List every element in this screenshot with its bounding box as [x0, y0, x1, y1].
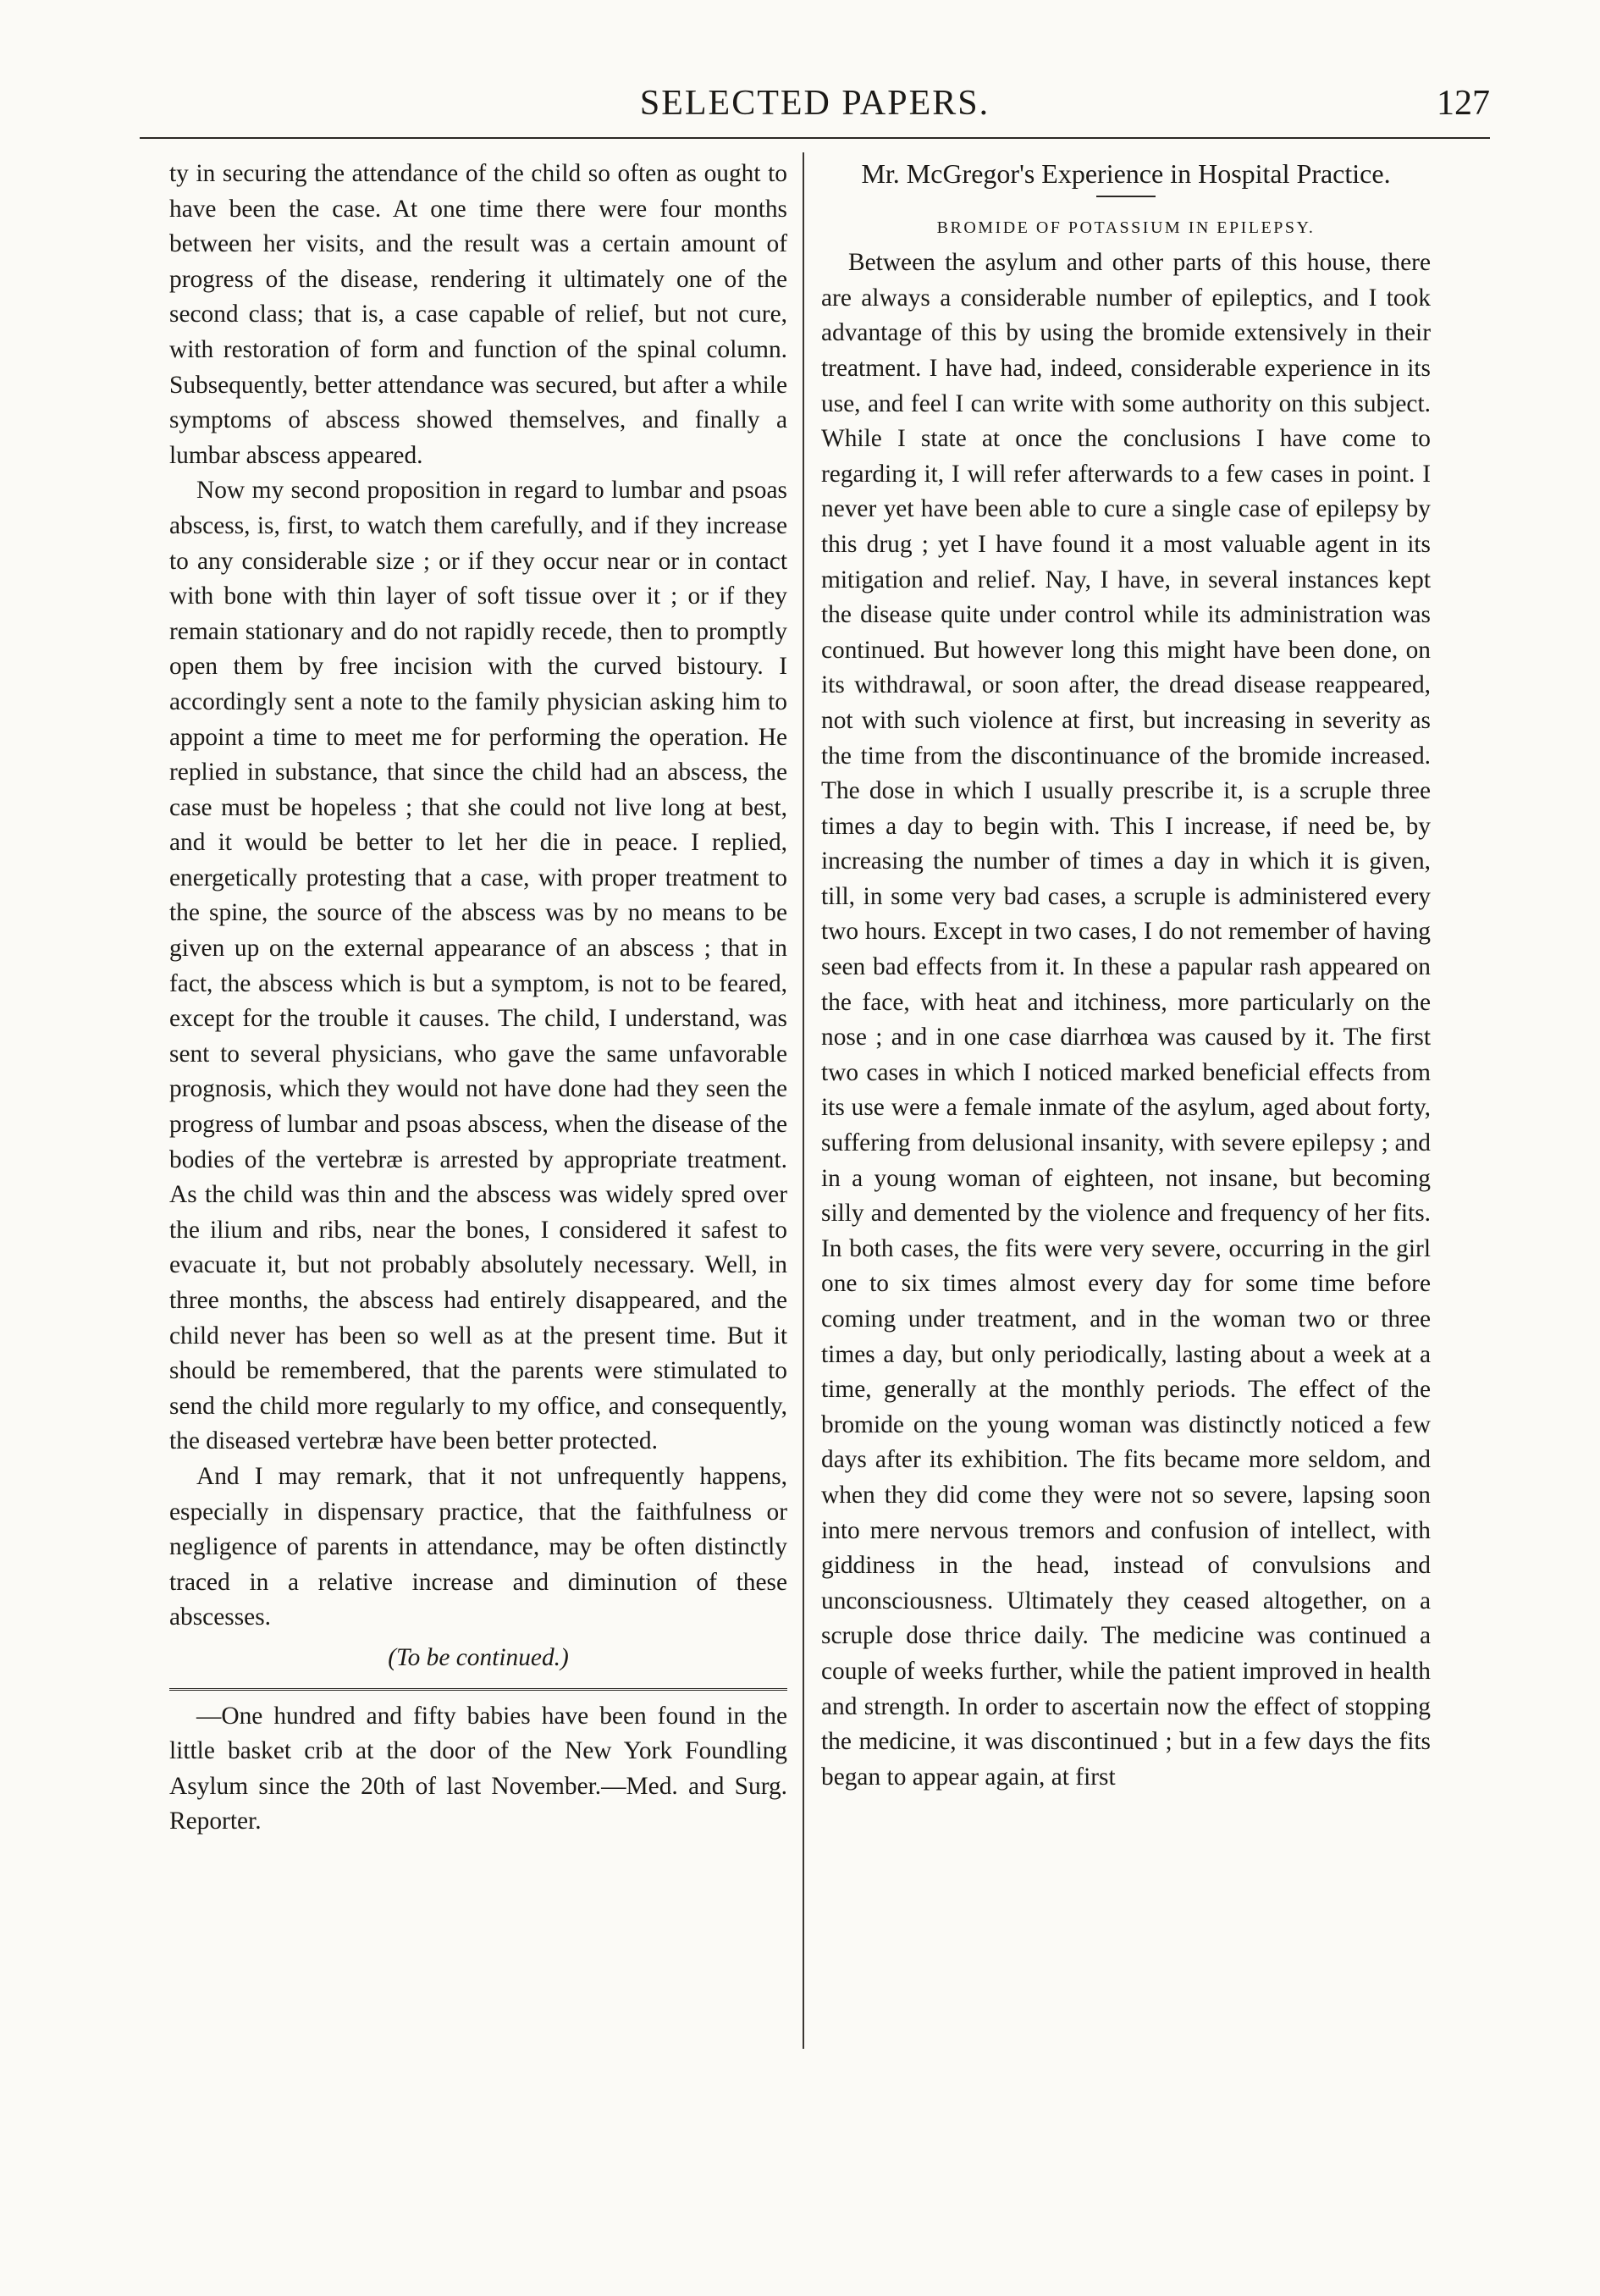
news-item: —One hundred and fifty babies have been found in the little basket crib at the door of the New York Foundling Asylum since the 20th of last November.—Med. and Surg. Reporter.: [169, 1702, 787, 1835]
left-paragraph-1: ty in securing the attendance of the child so often as ought to have been the case. At one time there were four months between her visits, and the result was a certain amount of progress of the disease, rendering it ultimately one of the second class; that is, a case capable of relief, but not cure, with restoration of form and function of the spinal column. Subsequently, better attendance was secured, but after a while symptoms of abscess showed themselves, and finally a lumbar abscess appeared.: [169, 160, 787, 469]
title-rule: [1096, 196, 1156, 197]
continued-note: (To be continued.): [388, 1643, 569, 1671]
left-column: [169, 157, 787, 1840]
section-rule: [169, 1688, 787, 1691]
running-head: [140, 83, 1490, 127]
page-number: 127: [1437, 84, 1490, 123]
column-divider: [803, 152, 804, 2049]
right-column: [821, 157, 1431, 1795]
header-rule: [140, 137, 1490, 139]
article-subheading: BROMIDE OF POTASSIUM IN EPILEPSY.: [936, 218, 1316, 237]
left-paragraph-2: Now my second proposition in regard to lumbar and psoas abscess, is, first, to watch them carefully, and if they increase to any considerable size ; or if they occur near or in contact with bone with thin layer of soft tissue over it ; or if they remain stationary and do not rapidly recede, then to promptly open them by free incision with the curved bistoury. I accordingly sent a note to the family physician asking him to appoint a time to meet me for performing the operation. He replied in substance, that since the child had an abscess, the case must be hopeless ; that she could not live long at best, and it would be better to let her die in peace. I replied, energetically protesting that a case, with proper treatment to the spine, the source of the abscess was by no means to be given up on the external appearance of an abscess ; that in fact, the abscess which is but a symptom, is not to be feared, except for the trouble it causes. The child, I understand, was sent to several physicians, who gave the same unfavorable prognosis, which they would not have done had they seen the progress of lumbar and psoas abscess, when the disease of the bodies of the vertebræ is arrested by appropriate treatment. As the child was thin and the abscess was widely spred over the ilium and ribs, near the bones, I considered it safest to evacuate it, but not probably absolutely necessary. Well, in three months, the abscess had entirely disappeared, and the child never has been so well as at the present time. But it should be remembered, that the parents were stimulated to send the child more regularly to my office, and consequently, the diseased vertebræ have been better protected.: [169, 477, 787, 1455]
left-paragraph-3: And I may remark, that it not unfrequently happens, especially in dispensary practice, that the faithfulness or negligence of parents in attendance, may be often distinctly traced in a relative increase and diminution of these abscesses.: [169, 1462, 787, 1631]
running-title: SELECTED PAPERS.: [639, 84, 990, 123]
article-title: Mr. McGregor's Experience in Hospital Practice.: [861, 158, 1391, 189]
right-paragraph-1: Between the asylum and other parts of this house, there are always a considerable number of epileptics, and I took advantage of this by using the bromide extensively in their treatment. I have had, indeed, considerable experience in its use, and feel I can write with some authority on this subject. While I state at once the conclusions I have come to regarding it, I will refer afterwards to a few cases in point. I never yet have been able to cure a single case of epilepsy by this drug ; yet I have found it a most valuable agent in its mitigation and relief. Nay, I have, in several instances kept the disease quite under control while its administration was continued. But however long this might have been done, on its withdrawal, or soon after, the dread disease reappeared, not with such violence at first, but increasing in severity as the time from the discontinuance of the bromide increased. The dose in which I usually prescribe it, is a scruple three times a day to begin with. This I increase, if need be, by increasing the number of times a day in which it is given, till, in some very bad cases, a scruple is administered every two hours. Except in two cases, I do not remember of having seen bad effects from it. In these a papular rash appeared on the face, with heat and itchiness, more particularly on the nose ; and in one case diarrhœa was caused by it. The first two cases in which I noticed marked beneficial effects from its use were a female inmate of the asylum, aged about forty, suffering from delusional insanity, with severe epilepsy ; and in a young woman of eighteen, not insane, but becoming silly and demented by the violence and frequency of her fits. In both cases, the fits were very severe, occurring in the girl one to six times almost every day for some time before coming under treatment, and in the woman two or three times a day, but only periodically, lasting about a week at a time, generally at the monthly periods. The effect of the bromide on the young woman was distinctly noticed a few days after its exhibition. The fits became more seldom, and when they did come they were not so severe, lapsing soon into mere nervous tremors and confusion of intellect, with giddiness in the head, instead of convulsions and unconsciousness. Ultimately they ceased altogether, on a scruple dose thrice daily. The medicine was continued a couple of weeks further, while the patient improved in health and strength. In order to ascertain now the effect of stopping the medicine, it was discontinued ; but in a few days the fits began to appear again, at first: [821, 249, 1431, 1791]
